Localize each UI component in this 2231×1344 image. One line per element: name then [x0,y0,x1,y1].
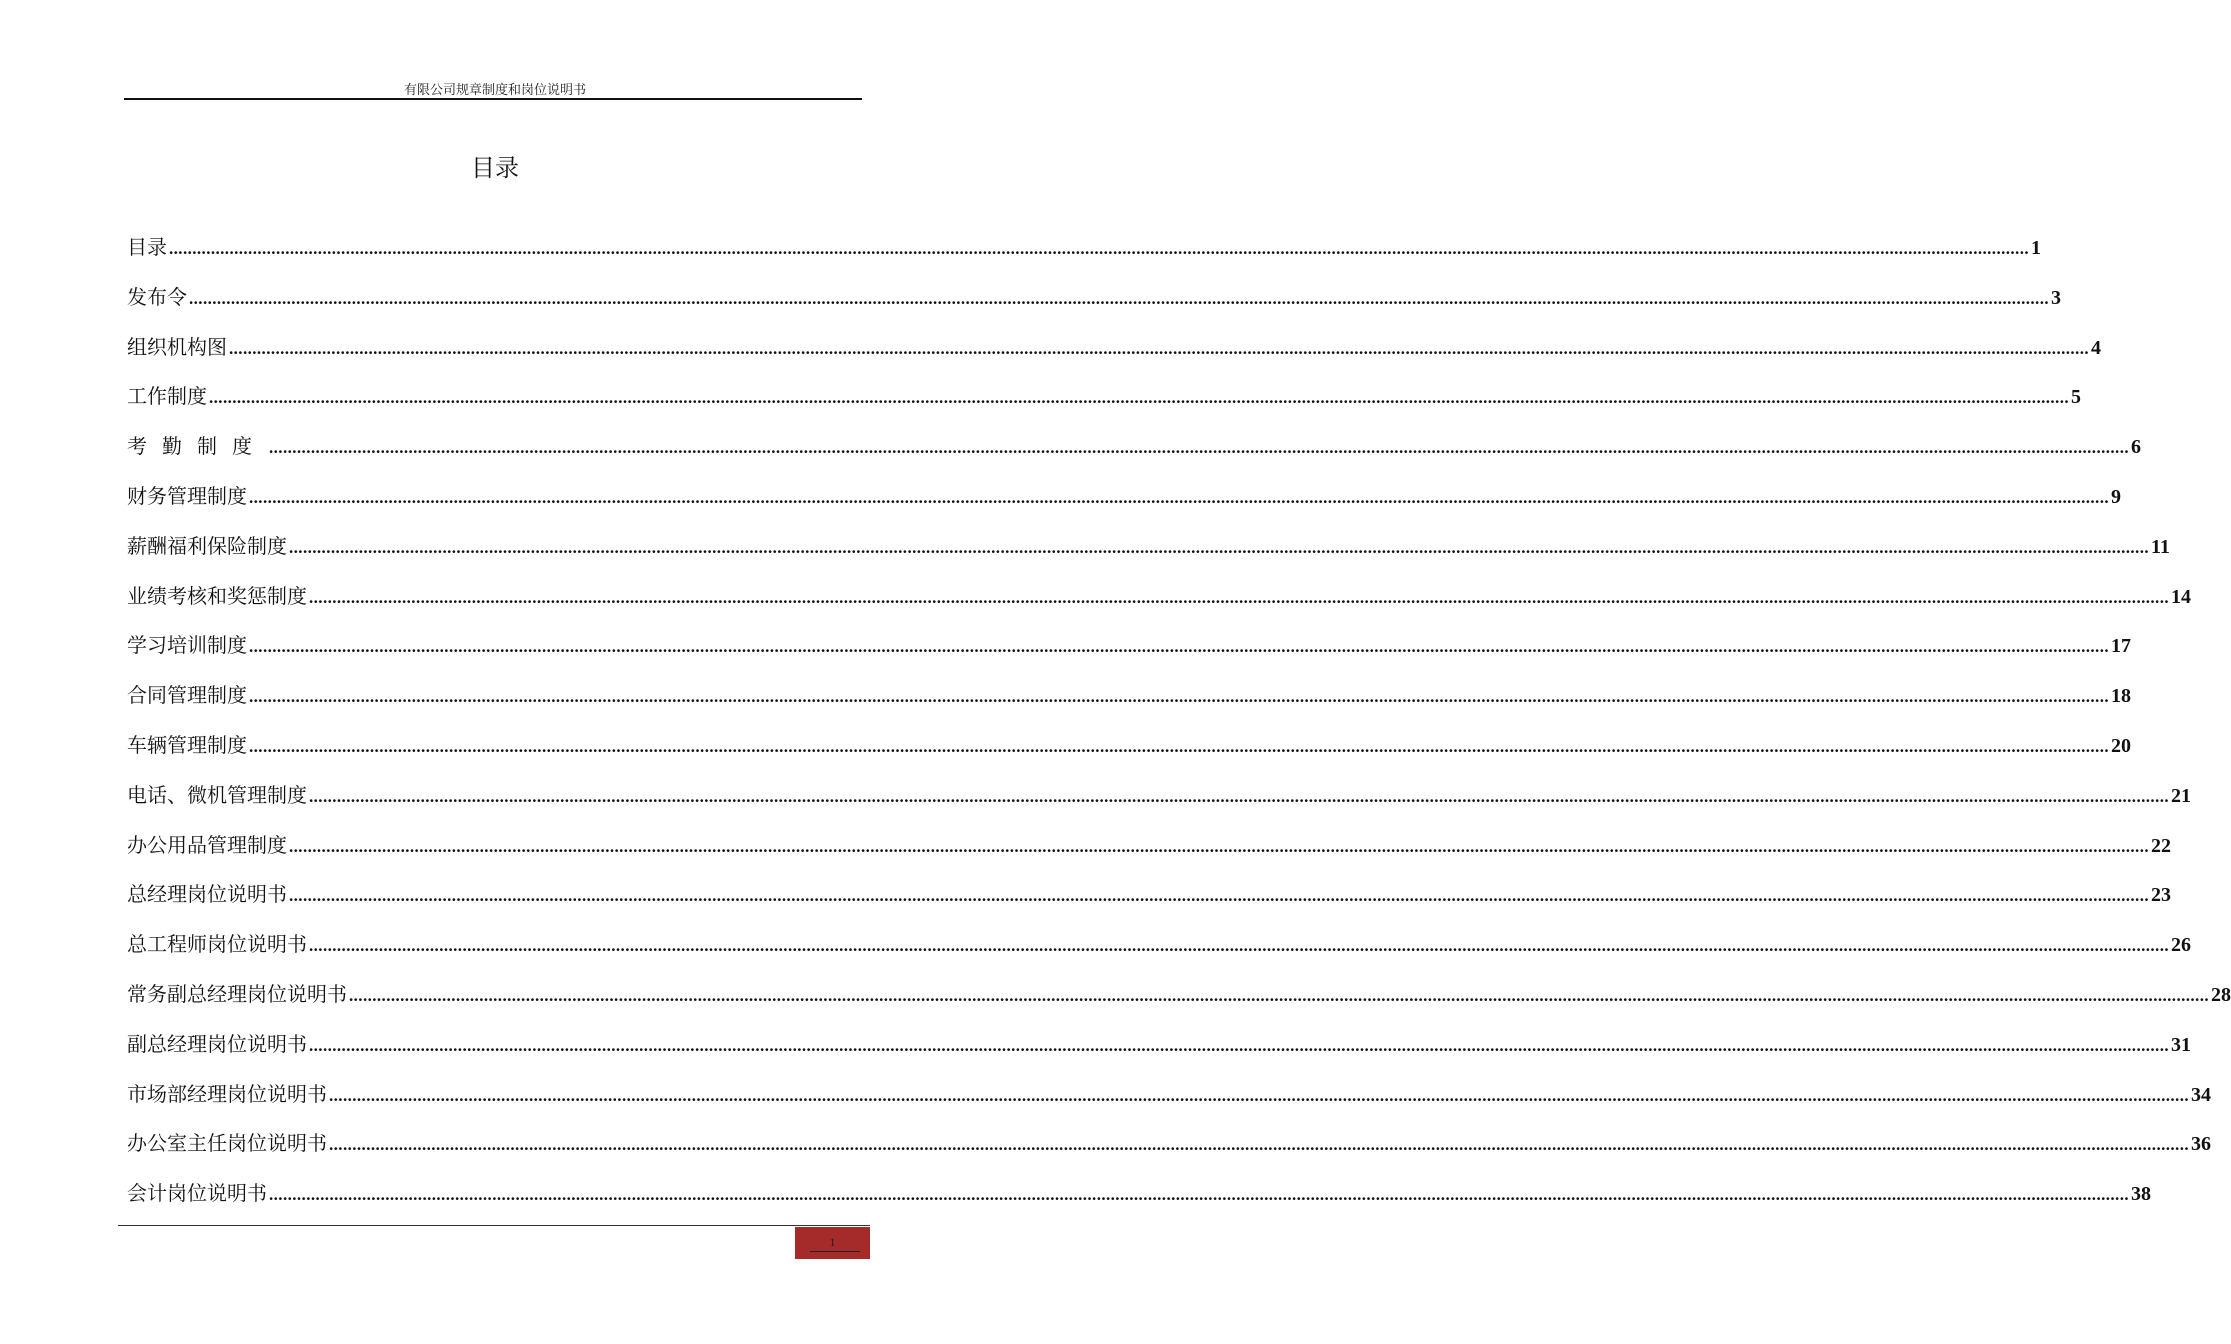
toc-entry-page: 11 [2151,535,2170,558]
toc-entry-label: 副总经理岗位说明书 [127,1031,307,1056]
toc-entry-label: 组织机构图 [127,334,227,359]
toc-entry-label: 合同管理制度 [127,683,247,708]
toc-leader: ................................................................................................................................................................................................................................................................................................................................................................................................................ [309,587,2169,607]
toc-entry[interactable] [127,231,2041,281]
toc-entry-page: 17 [2111,635,2131,658]
toc-entry-label: 总经理岗位说明书 [127,882,287,907]
toc-leader: ................................................................................................................................................................................................................................................................................................................................................................................................................ [309,1035,2169,1055]
toc-entry[interactable] [127,679,2131,729]
toc-leader: ................................................................................................................................................................................................................................................................................................................................................................................................................ [349,985,2209,1005]
toc-entry[interactable] [127,1028,2191,1078]
toc-entry-label: 财务管理制度 [127,483,247,508]
toc-entry-label: 学习培训制度 [127,633,247,658]
toc-entry-page: 6 [2131,436,2141,459]
footer-divider [118,1225,870,1226]
page-number-underline [810,1251,860,1252]
toc-entry[interactable] [127,1177,2151,1227]
toc-leader: ................................................................................................................................................................................................................................................................................................................................................................................................................ [269,438,2129,458]
toc-entry-label: 车辆管理制度 [127,732,247,757]
toc-entry-label: 电话、微机管理制度 [127,782,307,807]
toc-leader: ................................................................................................................................................................................................................................................................................................................................................................................................................ [329,1135,2189,1155]
toc-leader: ................................................................................................................................................................................................................................................................................................................................................................................................................ [209,388,2069,408]
toc-leader: ................................................................................................................................................................................................................................................................................................................................................................................................................ [309,786,2169,806]
toc-entry-page: 14 [2171,585,2191,608]
toc-entry-page: 1 [2031,237,2041,259]
toc-entry-page: 38 [2131,1183,2151,1206]
toc-entry[interactable] [127,530,2170,580]
toc-leader: ................................................................................................................................................................................................................................................................................................................................................................................................................ [229,338,2089,358]
toc-leader: ................................................................................................................................................................................................................................................................................................................................................................................................................ [289,537,2149,557]
toc-entry-page: 20 [2111,734,2131,757]
toc-entry[interactable] [127,430,2141,480]
toc-entry[interactable] [127,281,2061,331]
toc-entry[interactable] [127,480,2121,530]
toc-entry-page: 28 [2211,983,2231,1006]
toc-leader: ................................................................................................................................................................................................................................................................................................................................................................................................................ [249,687,2109,707]
toc-entry[interactable] [127,580,2191,630]
toc-entry[interactable] [127,928,2191,978]
toc-entry-page: 23 [2151,884,2171,907]
toc-entry-label: 业绩考核和奖惩制度 [127,583,307,608]
toc-entry-page: 18 [2111,685,2131,708]
page-number: 1 [829,1235,836,1249]
toc-entry[interactable] [127,380,2081,430]
toc-entry-page: 5 [2071,386,2081,409]
toc-entry-label: 办公用品管理制度 [127,832,287,857]
toc-entry[interactable] [127,829,2171,879]
toc-entry-page: 21 [2171,784,2191,807]
toc-list [127,231,2231,1227]
toc-leader: ................................................................................................................................................................................................................................................................................................................................................................................................................ [249,736,2109,756]
toc-leader: ................................................................................................................................................................................................................................................................................................................................................................................................................ [309,936,2169,956]
toc-entry-page: 22 [2151,834,2171,857]
toc-leader: ................................................................................................................................................................................................................................................................................................................................................................................................................ [169,239,2029,258]
toc-entry-page: 4 [2091,336,2101,359]
toc-entry-label: 总工程师岗位说明书 [127,932,307,957]
toc-entry[interactable] [127,1127,2211,1177]
toc-entry-page: 31 [2171,1033,2191,1056]
toc-leader: ................................................................................................................................................................................................................................................................................................................................................................................................................ [189,288,2049,308]
header-divider [124,98,862,100]
toc-entry[interactable] [127,978,2231,1028]
toc-entry-label: 考勤制度 [127,434,267,459]
toc-entry[interactable] [127,878,2171,928]
page-number-box [795,1227,870,1259]
toc-leader: ................................................................................................................................................................................................................................................................................................................................................................................................................ [249,637,2109,657]
toc-entry-page: 26 [2171,934,2191,957]
toc-entry-label: 常务副总经理岗位说明书 [127,981,347,1006]
toc-entry-label: 薪酬福利保险制度 [127,533,287,558]
toc-entry-page: 36 [2191,1133,2211,1156]
toc-entry[interactable] [127,331,2101,381]
toc-leader: ................................................................................................................................................................................................................................................................................................................................................................................................................ [269,1185,2129,1205]
toc-entry-label: 会计岗位说明书 [127,1181,267,1206]
toc-entry-page: 34 [2191,1083,2211,1106]
toc-leader: ................................................................................................................................................................................................................................................................................................................................................................................................................ [249,487,2109,507]
toc-leader: ................................................................................................................................................................................................................................................................................................................................................................................................................ [329,1085,2189,1105]
toc-entry-page: 9 [2111,485,2121,508]
toc-entry[interactable] [127,1078,2211,1128]
toc-entry-label: 目录 [127,235,167,259]
toc-entry-page: 3 [2051,286,2061,309]
toc-entry-label: 办公室主任岗位说明书 [127,1131,327,1156]
toc-leader: ................................................................................................................................................................................................................................................................................................................................................................................................................ [289,886,2149,906]
running-header: 有限公司规章制度和岗位说明书 [403,83,586,98]
toc-entry-label: 工作制度 [127,384,207,409]
toc-entry[interactable] [127,629,2131,679]
toc-entry[interactable] [127,729,2131,779]
toc-entry[interactable] [127,779,2191,829]
toc-entry-label: 市场部经理岗位说明书 [127,1081,327,1106]
toc-entry-label: 发布令 [127,284,187,309]
toc-leader: ................................................................................................................................................................................................................................................................................................................................................................................................................ [289,836,2149,856]
toc-heading: 目录 [471,154,519,182]
